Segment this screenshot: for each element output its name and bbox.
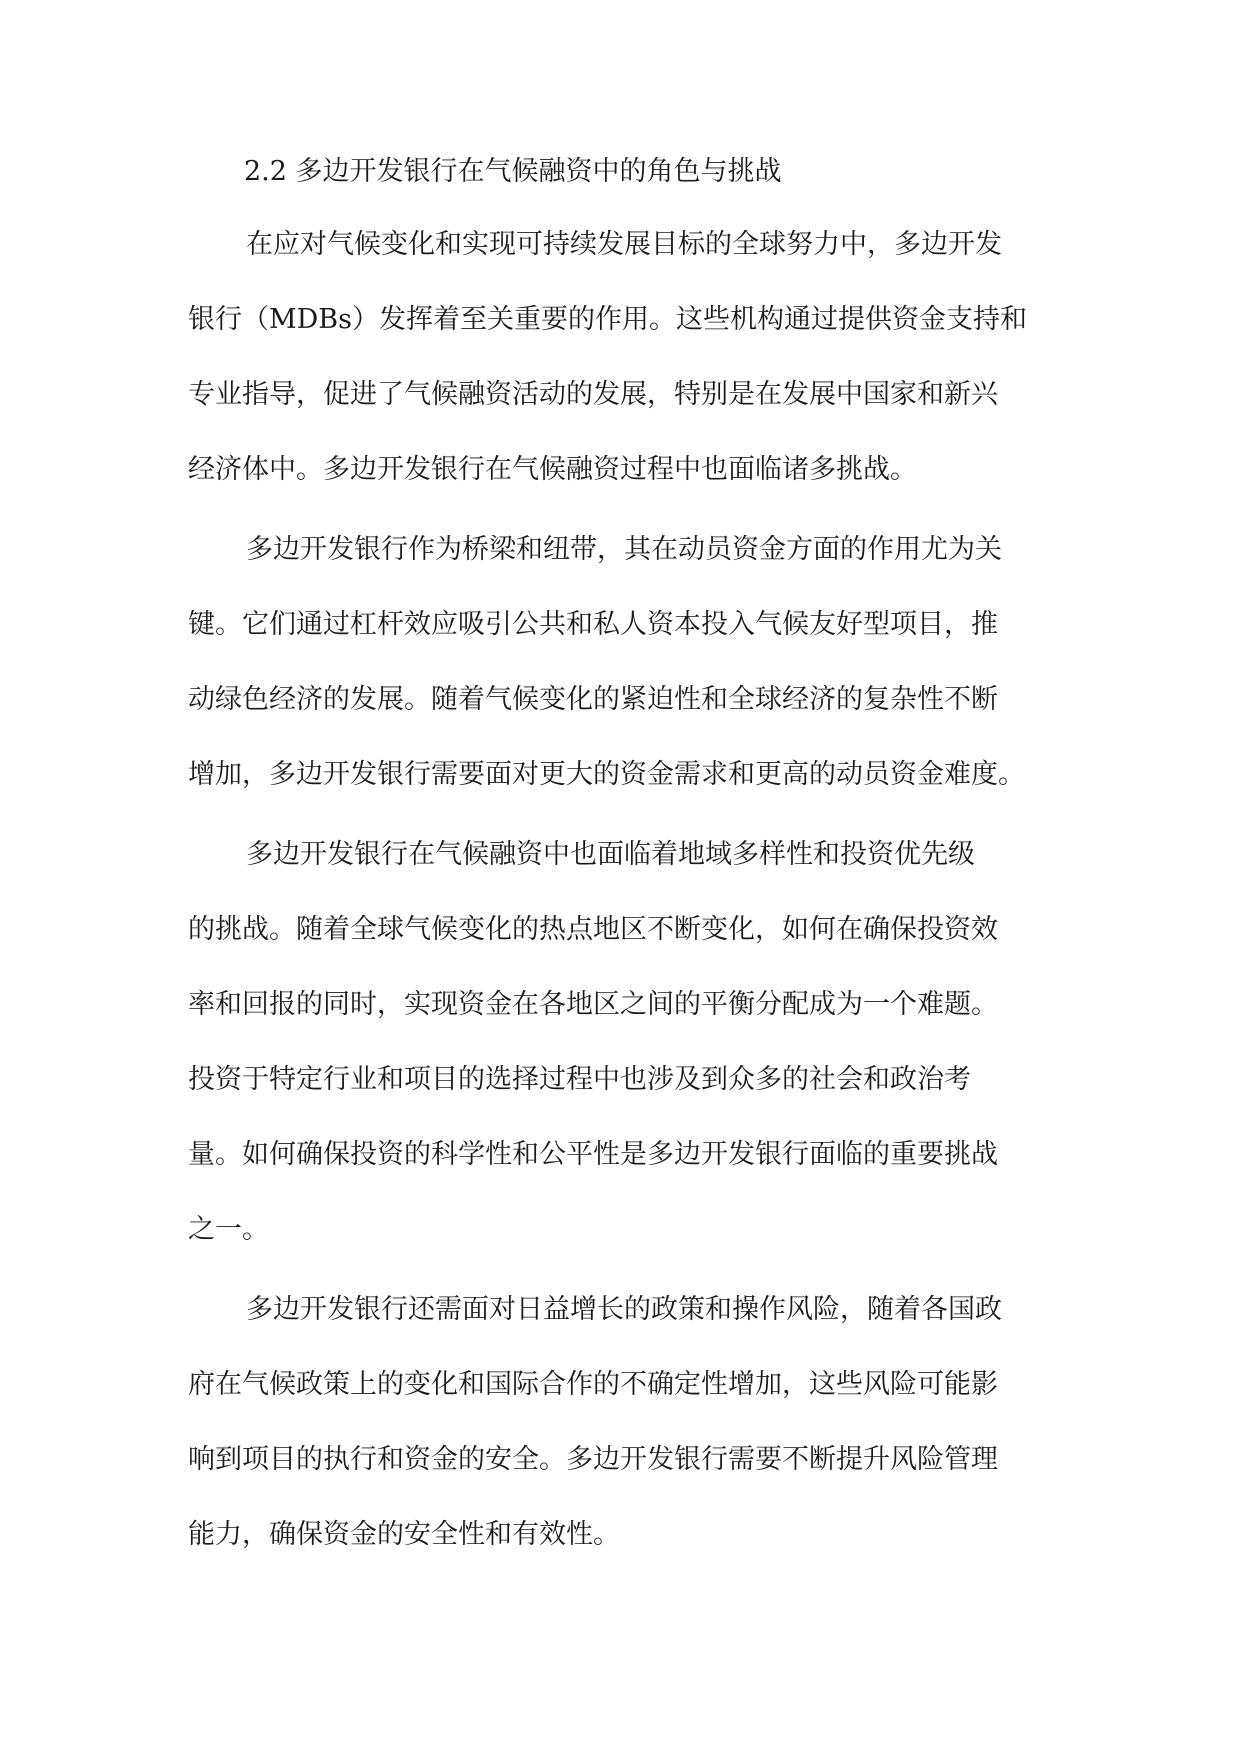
paragraph-4-line-2: 府在气候政策上的变化和国际合作的不确定性增加，这些风险可能影 (188, 1369, 998, 1400)
paragraph-3-line-3: 率和回报的同时，实现资金在各地区之间的平衡分配成为一个难题。 (188, 989, 998, 1020)
paragraph-1-line-1: 在应对气候变化和实现可持续发展目标的全球努力中，多边开发 (246, 229, 1002, 260)
paragraph-1-line-2: 银行（MDBs）发挥着至关重要的作用。这些机构通过提供资金支持和 (188, 304, 1027, 335)
paragraph-2-line-4: 增加，多边开发银行需要面对更大的资金需求和更高的动员资金难度。 (188, 759, 1025, 790)
paragraph-1-line-4: 经济体中。多边开发银行在气候融资过程中也面临诸多挑战。 (188, 454, 917, 485)
paragraph-4-line-4: 能力，确保资金的安全性和有效性。 (188, 1519, 620, 1550)
paragraph-2-line-1: 多边开发银行作为桥梁和纽带，其在动员资金方面的作用尤为关 (246, 534, 1002, 565)
paragraph-3-line-2: 的挑战。随着全球气候变化的热点地区不断变化，如何在确保投资效 (188, 914, 998, 945)
paragraph-3-line-6: 之一。 (188, 1214, 269, 1245)
paragraph-1-line-3: 专业指导，促进了气候融资活动的发展，特别是在发展中国家和新兴 (188, 379, 998, 410)
section-heading: 2.2 多边开发银行在气候融资中的角色与挑战 (244, 156, 782, 187)
paragraph-3-line-4: 投资于特定行业和项目的选择过程中也涉及到众多的社会和政治考 (188, 1064, 971, 1095)
paragraph-2-line-3: 动绿色经济的发展。随着气候变化的紧迫性和全球经济的复杂性不断 (188, 684, 998, 715)
paragraph-4-line-1: 多边开发银行还需面对日益增长的政策和操作风险，随着各国政 (246, 1294, 1002, 1325)
paragraph-4-line-3: 响到项目的执行和资金的安全。多边开发银行需要不断提升风险管理 (188, 1444, 998, 1475)
paragraph-3-line-1: 多边开发银行在气候融资中也面临着地域多样性和投资优先级 (246, 839, 975, 870)
paragraph-2-line-2: 键。它们通过杠杆效应吸引公共和私人资本投入气候友好型项目，推 (188, 609, 998, 640)
paragraph-3-line-5: 量。如何确保投资的科学性和公平性是多边开发银行面临的重要挑战 (188, 1139, 998, 1170)
